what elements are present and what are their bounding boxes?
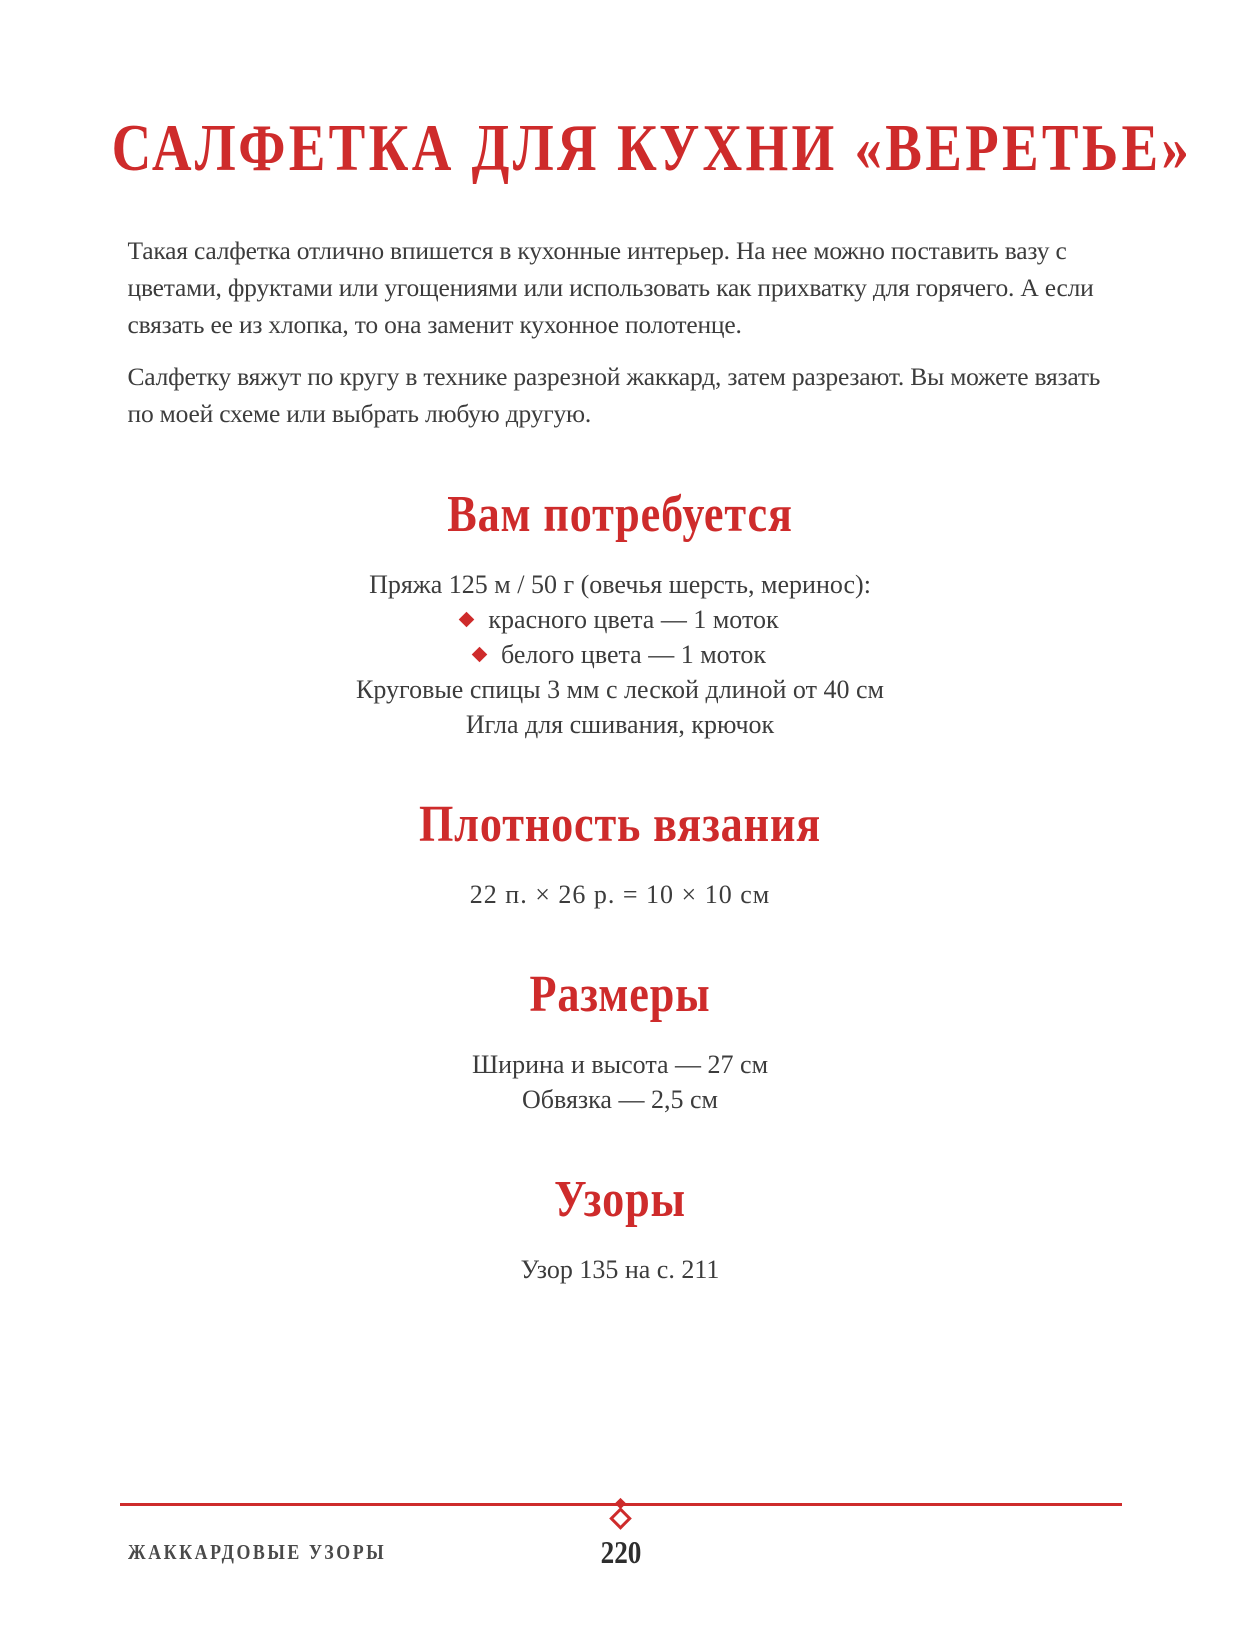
- materials-bullet-label: белого цвета — 1 моток: [501, 639, 766, 669]
- materials-bullet-label: красного цвета — 1 моток: [488, 604, 779, 634]
- gauge-value: 22 п. × 26 р. = 10 × 10 см: [469, 880, 771, 910]
- patterns-block: [0, 1252, 1240, 1287]
- sizes-line-1: Ширина и высота — 27 см: [471, 1050, 769, 1080]
- materials-bullet-item: [0, 637, 1240, 672]
- intro-paragraph-2: Салфетку вяжут по кругу в технике разрезной жаккард, затем разрезают. Вы можете вязать по моей схеме или выбрать любую другую.: [127, 361, 1101, 428]
- section-heading-patterns: Узоры: [554, 1171, 686, 1229]
- materials-yarn-line: Пряжа 125 м / 50 г (овечья шерсть, меринос):: [369, 569, 871, 599]
- intro-paragraph-1: Такая салфетка отлично впишется в кухонные интерьер. На нее можно поставить вазу с цветами, фруктами или угощениями или использовать как прихватку для горячего. А если связать ее из хлопка, то она заменит кухонное полотенце.: [127, 235, 1094, 339]
- intro-text: [128, 232, 1113, 432]
- section-heading-sizes: Размеры: [529, 966, 711, 1024]
- materials-list: [0, 567, 1240, 742]
- footer: [120, 1534, 1122, 1574]
- sizes-block: [0, 1047, 1240, 1117]
- gauge-block: [0, 877, 1240, 912]
- page-number: 220: [600, 1534, 642, 1570]
- diamond-bullet-icon: [472, 647, 488, 663]
- sizes-line-2: Обвязка — 2,5 см: [522, 1085, 718, 1115]
- materials-needles-line: Круговые спицы 3 мм с леской длиной от 40 см: [356, 674, 884, 704]
- diamond-bullet-icon: [459, 612, 475, 628]
- section-heading-gauge: Плотность вязания: [418, 795, 822, 853]
- materials-tools-line: Игла для сшивания, крючок: [465, 709, 775, 739]
- section-heading-materials: Вам потребуется: [447, 485, 793, 543]
- page-title: САЛФЕТКА ДЛЯ КУХНИ «ВЕРЕТЬЕ»: [111, 111, 1193, 185]
- patterns-line-1: Узор 135 на с. 211: [520, 1255, 720, 1285]
- running-title: ЖАККАРДОВЫЕ УЗОРЫ: [128, 1540, 387, 1564]
- materials-bullet-item: [0, 602, 1240, 637]
